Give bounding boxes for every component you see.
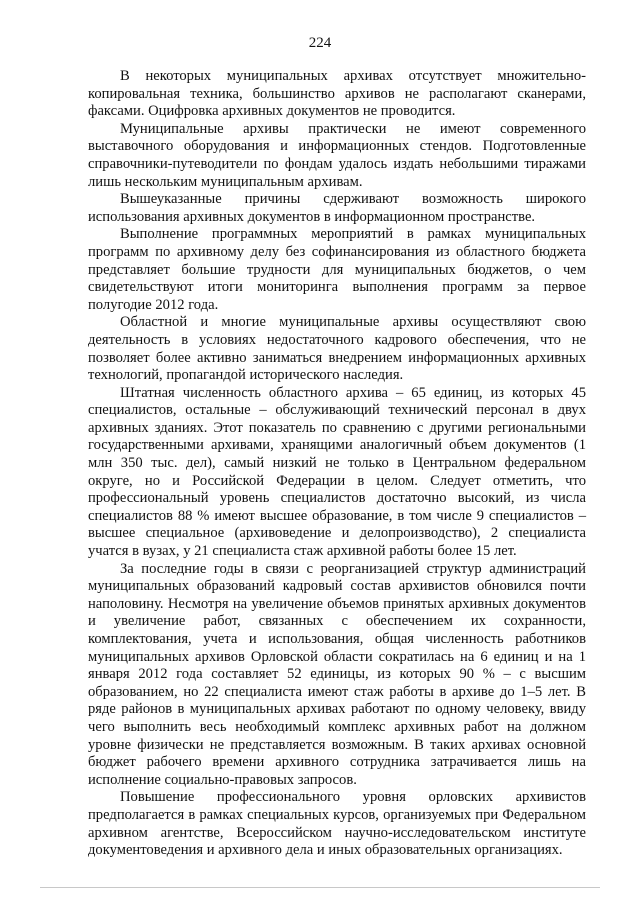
page-number: 224 [308, 35, 332, 51]
document-body [88, 68, 586, 860]
paragraph-5: Областной и многие муниципальные архивы осуществляют свою деятельность в условиях недостаточного кадрового обеспечения, что не позволяет более активно заниматься внедрением информационных архивных технологий, пропагандой исторического наследия. [88, 314, 586, 384]
paragraph-8: Повышение профессионального уровня орловских архивистов предполагается в рамках специальных курсов, организуемых при Федеральном архивном агентстве, Всероссийском научно-исследовательском институте документоведения и архивного дела и иных образовательных организациях. [88, 789, 586, 859]
paragraph-1: В некоторых муниципальных архивах отсутствует множительно-копировальная техника, большинство архивов не располагают сканерами, факсами. Оцифровка архивных документов не проводится. [88, 68, 586, 120]
paragraph-7: За последние годы в связи с реорганизацией структур администраций муниципальных образований кадровый состав архивистов обновился почти наполовину. Несмотря на увеличение объемов принятых архивных документов и увеличение работ, связанных с обеспечением их сохранности, комплектования, учета и использования, общая численность работников муниципальных архивов Орловской области сократилась на 6 единиц и на 1 января 2012 года составляет 52 единицы, из которых 90 % – с высшим образованием, но 22 специалиста имеют стаж работы в архиве до 1–5 лет. В ряде районов в муниципальных архивах работают по одному человеку, ввиду чего выполнить весь необходимый комплекс архивных работ на должном уровне физически не представляется возможным. В таких архивах основной бюджет рабочего времени архивного сотрудника затрачивается лишь на исполнение социально-правовых запросов. [88, 560, 586, 788]
paragraph-4: Выполнение программных мероприятий в рамках муниципальных программ по архивному делу без софинансирования из областного бюджета представляет большие трудности для муниципальных бюджетов, о чем свидетельствуют итоги мониторинга выполнения программ за первое полугодие 2012 года. [88, 226, 586, 313]
paragraph-6: Штатная численность областного архива – 65 единиц, из которых 45 специалистов, остальные – обслуживающий технический персонал в двух архивных зданиях. Этот показатель по сравнению с другими региональными государственными архивами, хранящими аналогичный объем документов (1 млн 350 тыс. дел), самый низкий не только в Центральном федеральном округе, но и Российской Федерации в целом. Следует отметить, что профессиональный уровень специалистов достаточно высокий, из числа специалистов 88 % имеют высшее образование, в том числе 9 специалистов – высшее специальное (архивоведение и делопроизводство), 2 специалиста учатся в вузах, у 21 специалиста стаж архивной работы более 15 лет. [88, 384, 586, 560]
bottom-divider [40, 887, 600, 888]
paragraph-3: Вышеуказанные причины сдерживают возможность широкого использования архивных документов в информационном пространстве. [88, 191, 586, 225]
paragraph-2: Муниципальные архивы практически не имеют современного выставочного оборудования и информационных стендов. Подготовленные справочники-путеводители по фондам удалось издать небольшими тиражами лишь нескольким муниципальным архивам. [88, 120, 586, 190]
